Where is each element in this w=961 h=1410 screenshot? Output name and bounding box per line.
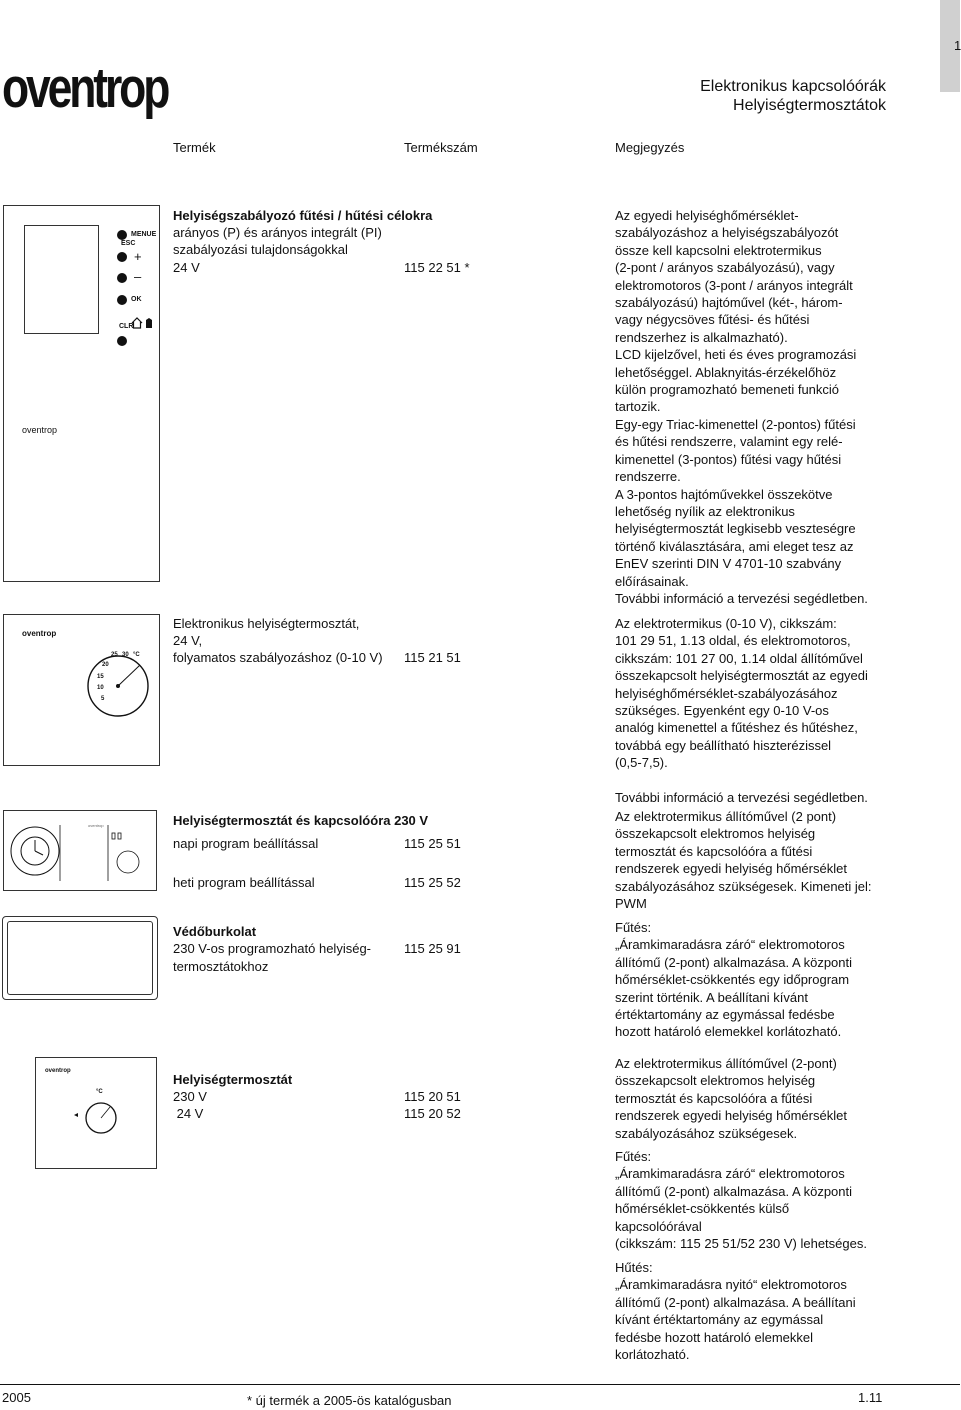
product-5-variant-230v: 230 V <box>173 1089 207 1104</box>
plus-button-icon <box>117 252 127 262</box>
product-3-variant-daily: napi program beállítással <box>173 836 319 851</box>
product-5-title: Helyiségtermosztát <box>173 1072 293 1087</box>
dial-tick-5: 5 <box>101 696 105 702</box>
protective-cover-illustration <box>2 916 158 1000</box>
temperature-dial-icon <box>4 615 159 765</box>
ok-button-icon <box>117 295 127 305</box>
dial-unit: °C <box>96 1089 103 1095</box>
note-line: „Áramkimaradásra záró“ elektromotoros <box>615 1166 845 1182</box>
product-1-note <box>615 207 895 607</box>
product-4-number: 115 25 91 <box>404 941 461 956</box>
note-line: rendszerhez is alkalmazható). <box>615 329 788 345</box>
note-line: szabályozásához szükségesek. <box>615 1125 798 1141</box>
dial-tick-15: 15 <box>97 674 104 680</box>
note-line: szabályozású) hajtóművel (két-, három- <box>615 295 843 311</box>
note-line: vagy négycsöves fűtési- és hűtési <box>615 312 810 328</box>
note-line: össze kell kapcsolni elektrotermikus <box>615 242 822 258</box>
note-line: állítómű (2-pont) alkalmazása. A központi <box>615 1183 853 1199</box>
note-line: állítómű (2-pont) alkalmazása. A központi <box>615 954 853 970</box>
product-5-number-230v: 115 20 51 <box>404 1089 461 1104</box>
page-title <box>700 77 886 115</box>
product-2-note <box>615 615 895 806</box>
note-line: fedésbe hozott határoló elemekkel <box>615 1329 814 1345</box>
note-line: cikkszám: 101 27 00, 1.14 oldal állítóművel <box>615 650 863 666</box>
note-line: helyiséghőmérséklet-szabályozásához <box>615 685 838 701</box>
note-line: előírásainak. <box>615 573 689 589</box>
note-line: állítómű (2-pont) alkalmazása. A beállítani <box>615 1294 856 1310</box>
temperature-dial-icon <box>36 1058 156 1168</box>
plus-label: + <box>134 249 142 264</box>
product-3-number-weekly: 115 25 52 <box>404 875 461 890</box>
product-5-note-1 <box>615 1055 895 1142</box>
clock-dial-icon <box>4 811 156 890</box>
note-line: Fűtés: <box>615 1149 652 1164</box>
note-line: (cikkszám: 115 25 51/52 230 V) lehetséges. <box>615 1236 867 1252</box>
note-line: termosztát és kapcsolóóra a fűtési <box>615 1090 813 1106</box>
room-controller-illustration <box>3 205 160 582</box>
product-1-variant: 24 V <box>173 260 200 275</box>
note-line: lehetőséggel. Ablaknyitás-érzékelőhöz <box>615 364 837 380</box>
note-line: EnEV szerinti DIN V 4701-10 szabvány <box>615 556 842 572</box>
note-line: korlátozható. <box>615 1347 690 1363</box>
note-line: kívánt értéktartomány az egymással <box>615 1312 824 1328</box>
note-line: és hűtési rendszerre, valamint egy relé- <box>615 434 843 450</box>
footer-year: 2005 <box>2 1390 31 1405</box>
room-thermostat-illustration <box>35 1057 157 1169</box>
product-3-variant-weekly: heti program beállítással <box>173 875 315 890</box>
note-line: rendszerre. <box>615 469 681 485</box>
product-1-subtitle-1: arányos (P) és arányos integrált (PI) <box>173 225 382 240</box>
note-line: tartozik. <box>615 399 661 415</box>
note-line: LCD kijelzővel, heti és éves programozási <box>615 347 857 363</box>
note-line: A 3-pontos hajtóművekkel összekötve <box>615 486 833 502</box>
note-line: (0,5-7,5). <box>615 755 668 771</box>
note-line: 101 29 51, 1.13 oldal, és elektromotoros, <box>615 633 851 649</box>
ok-label: OK <box>131 296 142 303</box>
clr-button-icon <box>117 336 127 346</box>
note-line: rendszerek egyedi helyiség hőmérséklet <box>615 1108 847 1124</box>
note-line: Az elektrotermikus állítóművel (2-pont) <box>615 1056 837 1071</box>
lcd-display <box>24 225 99 334</box>
note-line: Az elektrotermikus (0-10 V), cikkszám: <box>615 616 837 631</box>
column-header-product: Termék <box>173 140 216 155</box>
cover-inner-frame <box>7 921 153 995</box>
note-line: kapcsolóórával <box>615 1218 702 1234</box>
dial-tick-30: 30 <box>122 652 129 658</box>
note-line: További információ a tervezési segédletben. <box>615 790 868 806</box>
note-line: „Áramkimaradásra nyitó“ elektromotoros <box>615 1277 847 1293</box>
clock-thermostat-illustration <box>3 810 157 891</box>
note-line: értéktartomány az egymással fedésbe <box>615 1007 835 1023</box>
device-logo: oventrop <box>88 823 104 828</box>
page-title-line-1: Elektronikus kapcsolóórák <box>700 78 886 95</box>
product-3-note-2 <box>615 919 895 1041</box>
note-line: összekapcsolt helyiségtermosztát az egyedi <box>615 668 868 684</box>
footer-footnote: * új termék a 2005-ös katalógusban <box>247 1393 452 1408</box>
product-1-subtitle-2: szabályozási tulajdonságokkal <box>173 242 348 257</box>
note-line: Egy-egy Triac-kimenettel (2-pontos) fűtési <box>615 416 856 432</box>
product-3-title: Helyiségtermosztát és kapcsolóóra 230 V <box>173 813 429 828</box>
product-4-variant-2: termosztátokhoz <box>173 959 269 974</box>
product-5-note-3 <box>615 1259 895 1363</box>
product-4-variant-1: 230 V-os programozható helyiség- <box>173 941 372 956</box>
product-1-number: 115 22 51 * <box>404 260 470 275</box>
note-line: Fűtés: <box>615 920 652 935</box>
product-1-title: Helyiségszabályozó fűtési / hűtési célokra <box>173 208 433 223</box>
note-line <box>615 772 895 789</box>
dial-tick-20: 20 <box>102 662 109 668</box>
note-line: szükséges. Egyenként egy 0-10 V-os <box>615 703 829 719</box>
chapter-tab <box>940 0 960 92</box>
note-line: hozott határoló elemekkel korlátozható. <box>615 1024 842 1040</box>
minus-button-icon <box>117 273 127 283</box>
menu-label: MENUE <box>131 231 157 238</box>
column-header-number: Termékszám <box>404 140 478 155</box>
note-line: szabályozásához szükségesek. Kimeneti jel: <box>615 878 872 894</box>
note-line: továbbá egy beállítható hiszterézissel <box>615 737 832 753</box>
clr-label: CLR <box>119 323 134 330</box>
note-line: Hűtés: <box>615 1260 653 1275</box>
page-title-line-2: Helyiségtermosztátok <box>733 97 886 114</box>
note-line: rendszerek egyedi helyiség hőmérséklet <box>615 861 847 877</box>
dial-unit: °C <box>133 652 140 658</box>
note-line: PWM <box>615 896 647 912</box>
product-3-note-1 <box>615 808 895 912</box>
product-2-number: 115 21 51 <box>404 650 461 665</box>
note-line: analóg kimenettel a fűtéshez és hűtéshez, <box>615 720 858 736</box>
menu-button-icon <box>117 230 127 240</box>
device-logo: oventrop <box>22 425 58 435</box>
footer-divider <box>0 1384 960 1385</box>
footer-page-number: 1.11 <box>858 1390 883 1405</box>
note-line: szerint történik. A beállítani kívánt <box>615 989 808 1005</box>
dial-tick-10: 10 <box>97 685 104 691</box>
note-line: termosztát és kapcsolóóra a fűtési <box>615 843 813 859</box>
product-2-variant: folyamatos szabályozáshoz (0-10 V) <box>173 650 383 665</box>
note-line: elektromotoros (3-pont / arányos integrált <box>615 277 853 293</box>
note-line: (2-pont / arányos szabályozású), vagy <box>615 260 835 276</box>
product-3-number-daily: 115 25 51 <box>404 836 461 851</box>
note-line: külön programozható bemeneti funkció <box>615 382 840 398</box>
note-line: kimenettel (3-pontos) fűtési vagy hűtési <box>615 451 842 467</box>
product-2-subtitle: 24 V, <box>173 633 203 648</box>
note-line: Az egyedi helyiséghőmérséklet- <box>615 208 799 223</box>
note-line: hőmérséklet-csökkentés külső <box>615 1201 790 1217</box>
note-line: történő kiválasztására, ami eleget tesz az <box>615 538 854 554</box>
note-line: lehetőség nyílik az elektronikus <box>615 503 795 519</box>
note-line: „Áramkimaradásra záró“ elektromotoros <box>615 937 845 953</box>
note-line: hőmérséklet-csökkentés egy időprogram <box>615 972 850 988</box>
note-line: helyiségtermosztát legkisebb veszteségre <box>615 521 856 537</box>
column-header-remark: Megjegyzés <box>615 140 685 155</box>
device-logo: oventrop <box>22 629 57 638</box>
analog-thermostat-illustration <box>3 614 160 766</box>
note-line: összekapcsolt elektromos helyiség <box>615 826 816 842</box>
product-5-variant-24v: 24 V <box>173 1106 204 1121</box>
device-logo: oventrop <box>45 1068 71 1074</box>
dial-tick-25: 25 <box>111 652 118 658</box>
product-4-title: Védőburkolat <box>173 924 257 939</box>
note-line: További információ a tervezési segédletben. <box>615 590 868 606</box>
note-line: szabályozáshoz a helyiségszabályozót <box>615 225 839 241</box>
esc-label: ESC <box>121 240 136 247</box>
product-2-title: Elektronikus helyiségtermosztát, <box>173 616 360 631</box>
minus-label: – <box>134 269 142 284</box>
note-line: Az elektrotermikus állítóművel (2 pont) <box>615 809 837 824</box>
brand-logo: oventrop <box>2 56 168 120</box>
product-5-note-2 <box>615 1148 895 1252</box>
note-line: összekapcsolt elektromos helyiség <box>615 1073 816 1089</box>
chapter-number: 1 <box>954 38 961 53</box>
product-5-number-24v: 115 20 52 <box>404 1106 461 1121</box>
